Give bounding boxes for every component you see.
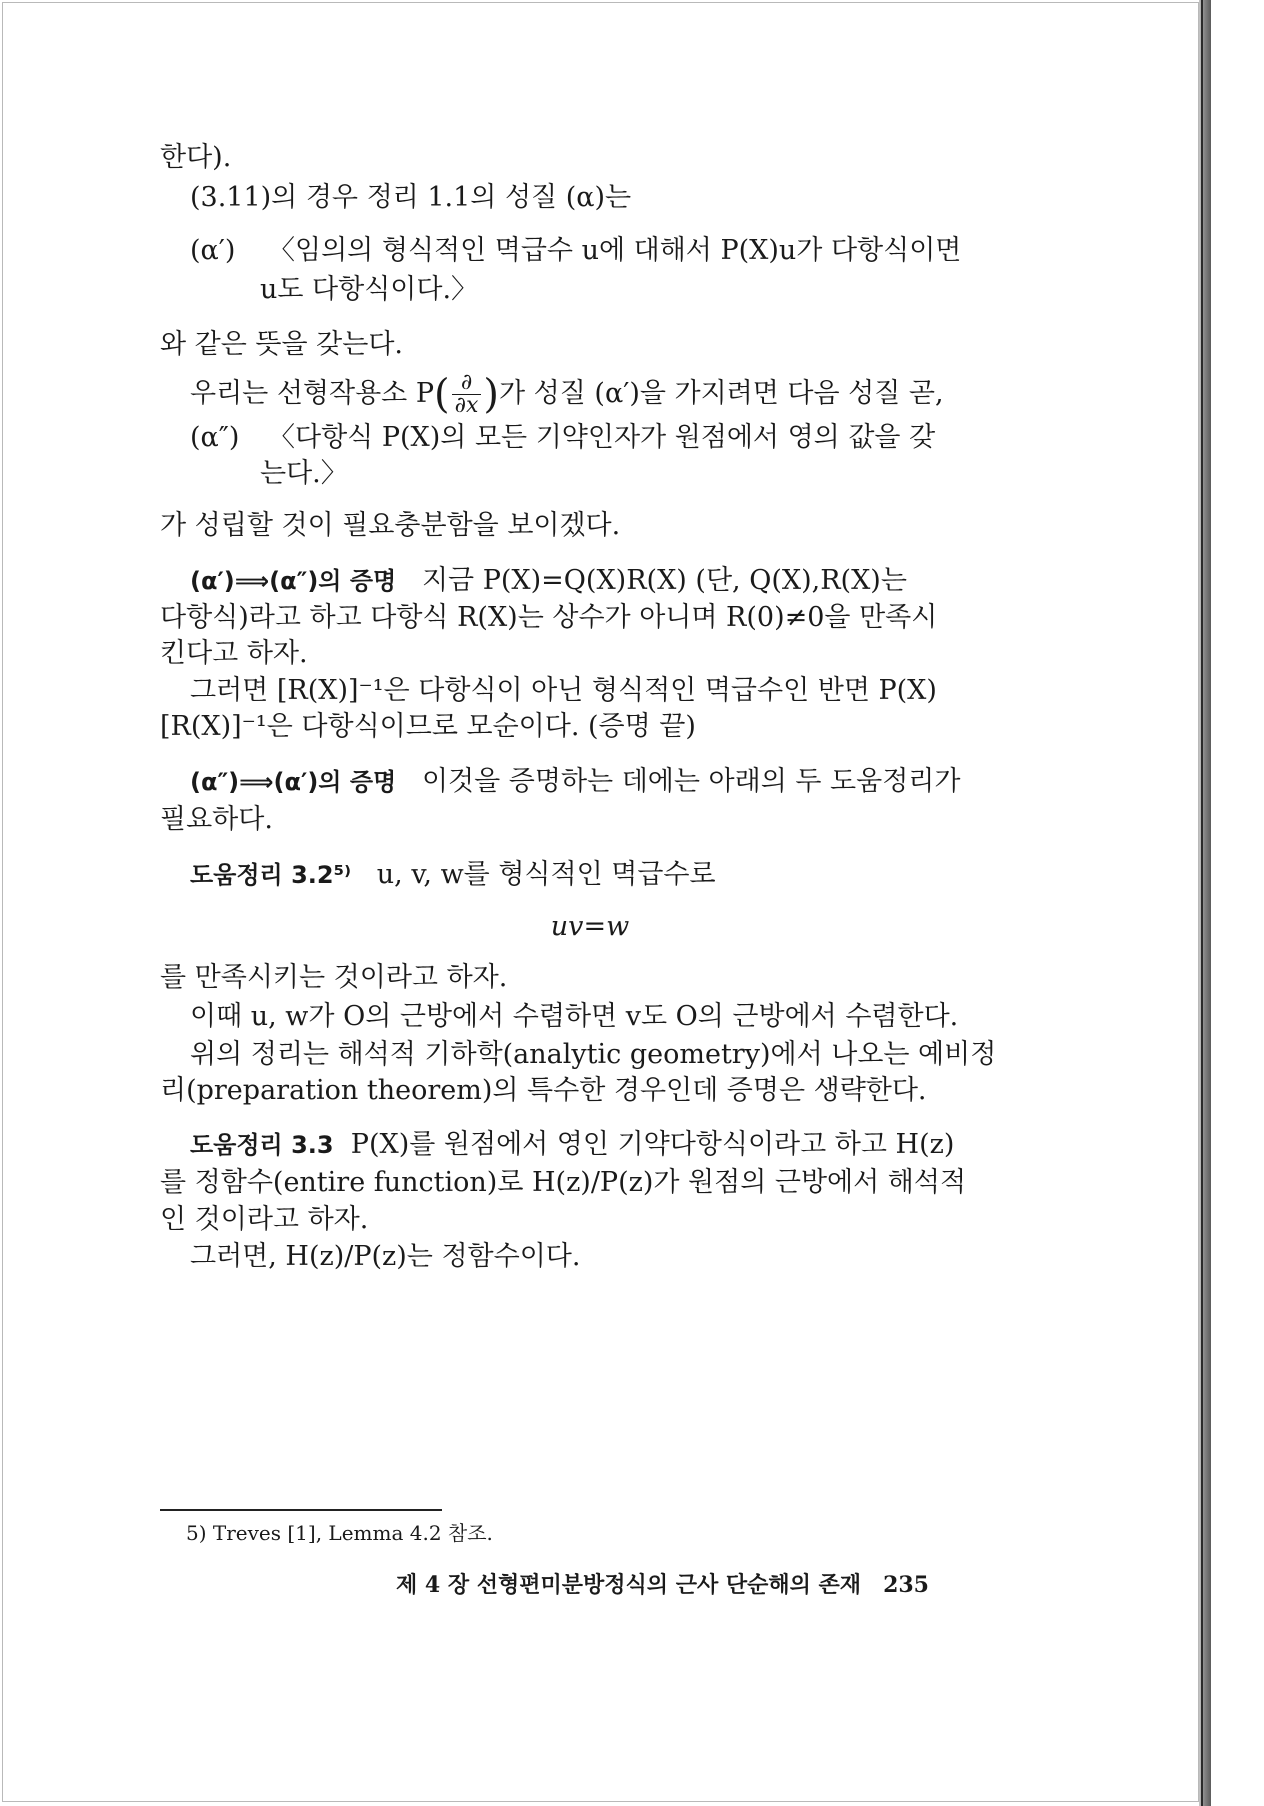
lemma-heading: 도움정리 3.2⁵⁾	[190, 861, 352, 889]
text-segment: u, v, w를 형식적인 멱급수로	[376, 859, 716, 890]
statement-label: (α′)	[190, 235, 236, 266]
text-line: [R(X)]⁻¹은 다항식이므로 모순이다. (증명 끝)	[160, 711, 696, 742]
text-line: 다항식)라고 하고 다항식 R(X)는 상수가 아니며 R(0)≠0을 만족시	[160, 602, 938, 633]
text-line: 그러면, H(z)/P(z)는 정함수이다.	[190, 1241, 581, 1272]
lemma-heading: 도움정리 3.3	[190, 1131, 334, 1159]
text-line: 리(preparation theorem)의 특수한 경우인데 증명은 생략한다.	[160, 1075, 927, 1106]
text-line: u도 다항식이다.〉	[260, 274, 479, 305]
paren-close: )	[483, 371, 500, 418]
text-line: 와 같은 뜻을 갖는다.	[160, 329, 403, 360]
lemma-heading-line	[190, 857, 1050, 893]
text-line: 가 성립할 것이 필요충분함을 보이겠다.	[160, 510, 621, 541]
statement-text: 〈다항식 P(X)의 모든 기약인자가 원점에서 영의 값을 갖	[268, 422, 936, 453]
text-line: 필요하다.	[160, 804, 273, 835]
chapter-title: 제 4 장 선형편미분방정식의 근사 단순해의 존재	[396, 1572, 862, 1598]
text-line: (3.11)의 경우 정리 1.1의 성질 (α)는	[190, 182, 632, 213]
operator-line	[190, 372, 1050, 417]
text-line: 는다.〉	[260, 458, 348, 489]
text-line: 인 것이라고 하자.	[160, 1204, 369, 1235]
running-footer	[396, 1570, 929, 1600]
text-line: 위의 정리는 해석적 기하학(analytic geometry)에서 나오는 예비정	[190, 1039, 997, 1070]
text-segment: P(X)를 원점에서 영인 기약다항식이라고 하고 H(z)	[350, 1129, 955, 1160]
text-line: 를 만족시키는 것이라고 하자.	[160, 962, 508, 993]
text-segment: 지금 P(X)=Q(X)R(X) (단, Q(X),R(X)는	[421, 565, 907, 596]
text-line: 그러면 [R(X)]⁻¹은 다항식이 아닌 형식적인 멱급수인 반면 P(X)	[190, 675, 937, 706]
text-line: 이때 u, w가 O의 근방에서 수렴하면 v도 O의 근방에서 수렴한다.	[190, 1001, 959, 1032]
footnote: 5) Treves [1], Lemma 4.2 참조.	[186, 1521, 493, 1545]
proof-heading-line	[190, 764, 1050, 800]
text-segment: 이것을 증명하는 데에는 아래의 두 도움정리가	[421, 766, 961, 797]
fraction-denominator: ∂x	[454, 393, 479, 418]
statement-alpha-double-prime	[190, 420, 1050, 456]
text-line: 킨다고 하자.	[160, 638, 308, 669]
text-segment: 우리는 선형작용소 P	[190, 378, 434, 409]
fraction-numerator: ∂	[452, 372, 482, 395]
display-equation: uv=w	[550, 911, 630, 942]
partial-fraction	[452, 372, 482, 417]
paren-open: (	[434, 371, 450, 418]
statement-text: 〈임의의 형식적인 멱급수 u에 대해서 P(X)u가 다항식이면	[268, 235, 962, 266]
proof-heading: (α′)⟹(α″)의 증명	[190, 567, 397, 595]
page-edge-line	[1201, 0, 1203, 1806]
lemma-heading-line	[190, 1127, 1050, 1163]
proof-heading-line	[190, 563, 1050, 599]
statement-label: (α″)	[190, 422, 240, 453]
page-number: 235	[883, 1572, 929, 1598]
proof-heading: (α″)⟹(α′)의 증명	[190, 768, 397, 796]
text-line: 한다).	[160, 142, 232, 173]
text-line: 를 정함수(entire function)로 H(z)/P(z)가 원점의 근방에서 해석적	[160, 1167, 967, 1198]
statement-alpha-prime	[190, 233, 1050, 269]
footnote-rule	[160, 1509, 442, 1511]
text-segment: 가 성질 (α′)을 가지려면 다음 성질 곧,	[499, 378, 944, 409]
